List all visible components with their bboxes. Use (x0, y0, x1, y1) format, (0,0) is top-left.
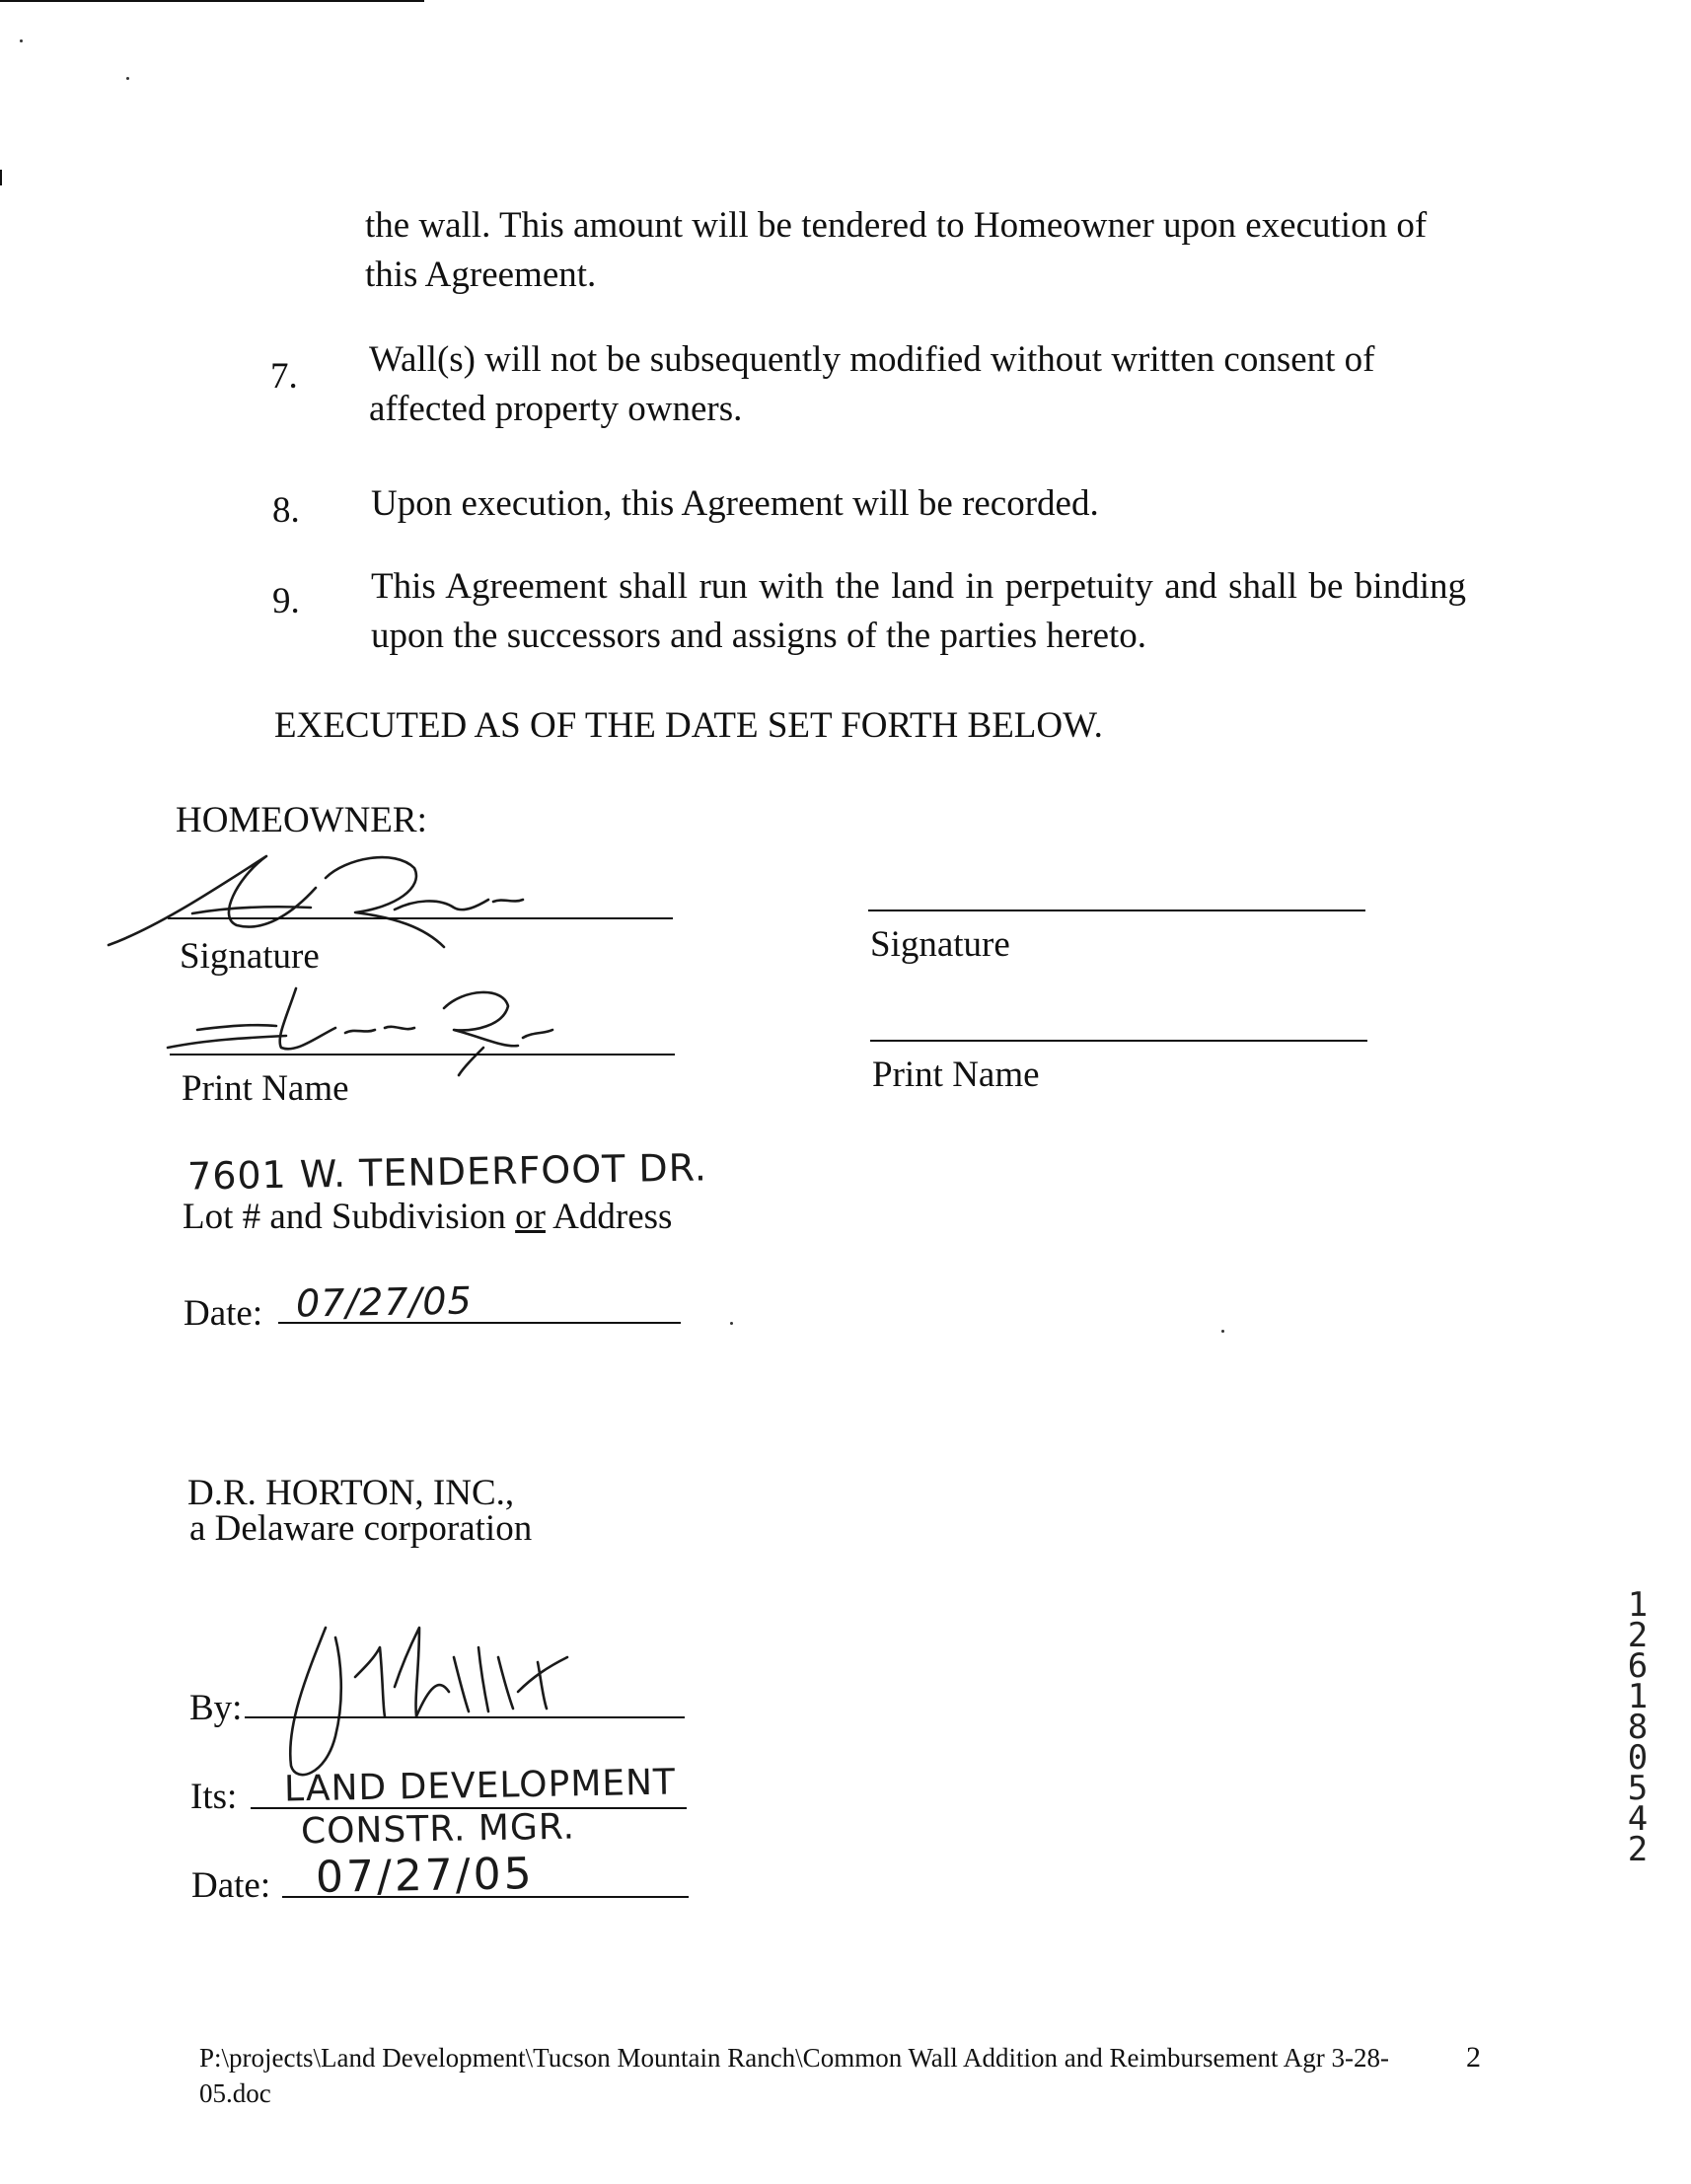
clause-number: 9. (272, 581, 300, 621)
recording-stamp-number: 12618 0542 (1627, 1585, 1649, 1869)
company-signature-drawing (266, 1618, 592, 1785)
company-date-label: Date: (191, 1865, 271, 1906)
lot-address-label: Lot # and Subdivision or Address (183, 1197, 673, 1237)
homeowner-signature-label: Signature (180, 936, 320, 977)
homeowner-address-handwritten: 7601 W. TENDERFOOT DR. (186, 1145, 708, 1199)
scan-speck (126, 77, 129, 80)
its-handwritten-line1: LAND DEVELOPMENT (283, 1762, 677, 1810)
company-descriptor: a Delaware corporation (189, 1508, 533, 1549)
second-signature-line (868, 910, 1365, 911)
its-label: Its: (190, 1777, 238, 1817)
second-print-name-label: Print Name (872, 1055, 1040, 1095)
footer-file-path: P:\projects\Land Development\Tucson Mountain Ranch\Common Wall Addition and Reimbursement Agr 3-28-05.doc (199, 2043, 1389, 2109)
scan-left-edge-mark (0, 170, 2, 185)
by-label: By: (189, 1688, 243, 1728)
clause-8-text: Upon execution, this Agreement will be recorded. (371, 483, 1099, 524)
scan-top-edge-line (0, 0, 424, 2)
homeowner-signature-line (168, 917, 673, 919)
clause-number: 8. (272, 490, 300, 531)
homeowner-print-name-line (170, 1054, 675, 1056)
clause-7-text: Wall(s) will not be subsequently modified without written consent of affected property owners. (369, 339, 1375, 429)
homeowner-date-line (278, 1322, 681, 1324)
clause-9-text: This Agreement shall run with the land in perpetuity and shall be binding upon the successors and assigns of the parties hereto. (371, 566, 1466, 656)
by-line (245, 1716, 685, 1718)
second-print-name-line (870, 1040, 1367, 1042)
company-date-handwritten: 07/27/05 (315, 1849, 536, 1903)
company-date-line (282, 1896, 689, 1898)
clause-6-continuation: the wall. This amount will be tendered to Homeowner upon execution of this Agreement. (365, 205, 1428, 295)
homeowner-print-name-label: Print Name (182, 1068, 349, 1109)
homeowner-date-handwritten: 07/27/05 (295, 1278, 474, 1326)
company-name: D.R. HORTON, INC., (187, 1473, 515, 1513)
homeowner-date-label: Date: (184, 1293, 263, 1334)
its-handwritten-line2: CONSTR. MGR. (300, 1806, 576, 1853)
page-number: 2 (1466, 2041, 1481, 2074)
homeowner-heading: HOMEOWNER: (176, 800, 427, 840)
scan-speck (1221, 1330, 1224, 1333)
homeowner-signature-drawing (99, 819, 552, 957)
scan-speck (730, 1322, 733, 1325)
second-signature-label: Signature (870, 924, 1010, 965)
executed-statement: EXECUTED AS OF THE DATE SET FORTH BELOW. (274, 705, 1103, 746)
clause-number: 7. (270, 356, 298, 397)
homeowner-printed-name-drawing (158, 969, 572, 1077)
scan-speck (20, 39, 23, 42)
